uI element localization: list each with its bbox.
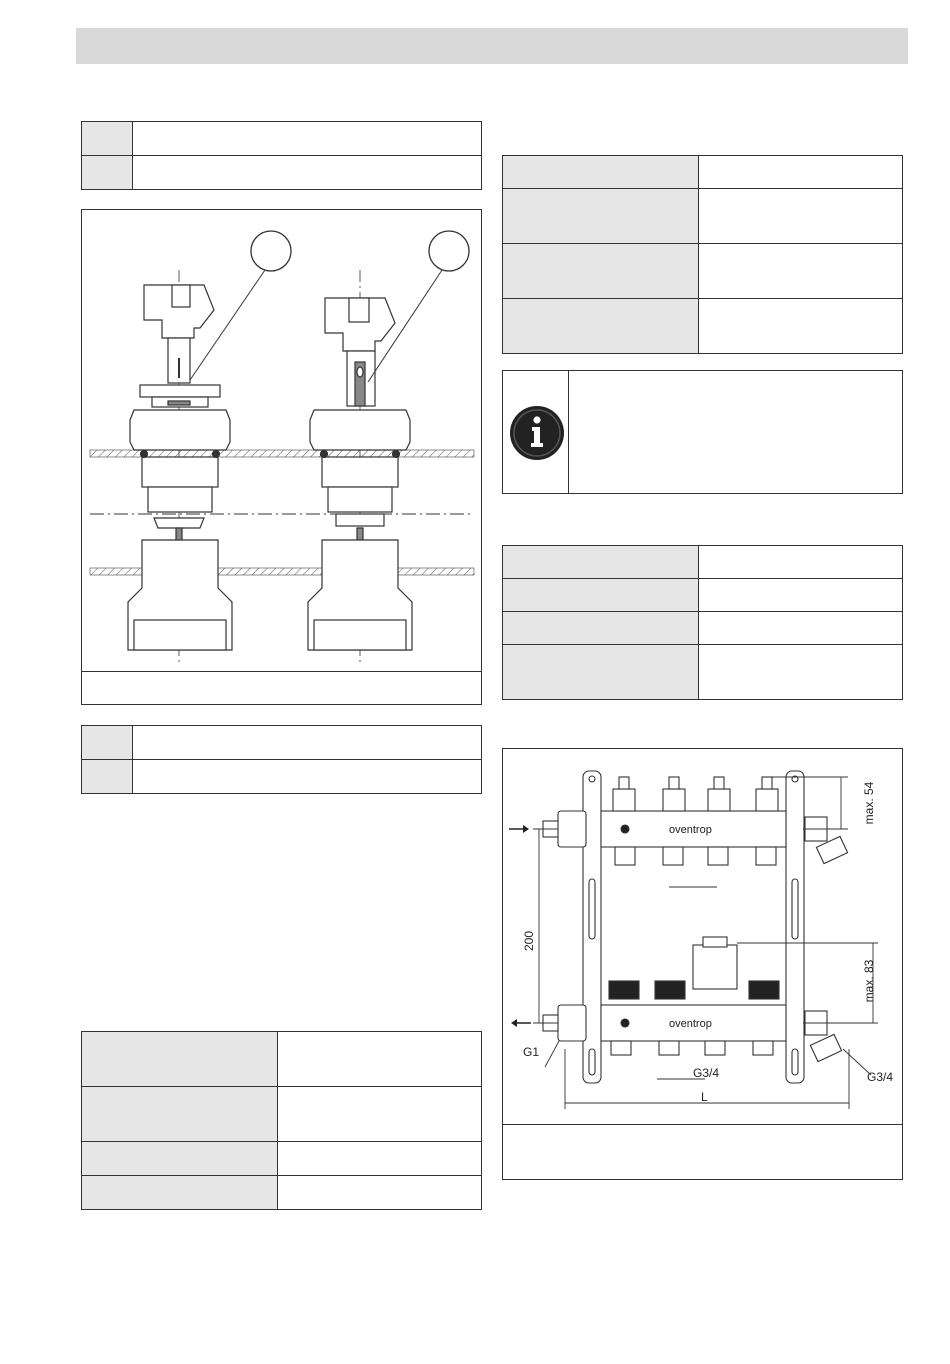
spec-label-cell: [503, 244, 699, 299]
spec-value-cell: [699, 546, 903, 579]
spec-label-cell: [503, 546, 699, 579]
spec-value-cell: [699, 579, 903, 612]
legend-table-bottom: [81, 725, 482, 794]
valve-insert-figure: [81, 209, 482, 705]
info-icon-cell: [503, 371, 569, 493]
spec-value-cell: [278, 1032, 482, 1087]
figure-caption-row: [82, 671, 481, 704]
arrow-right-icon: [509, 825, 529, 833]
spec-value-cell: [278, 1176, 482, 1210]
legend-text-cell: [133, 760, 482, 794]
legend-text-cell: [133, 122, 482, 156]
legend-key-cell: [82, 122, 133, 156]
legend-text-cell: [133, 156, 482, 190]
spec-label-cell: [503, 612, 699, 645]
spec-label-cell: [503, 156, 699, 189]
spec-label-cell: [82, 1142, 278, 1176]
header-bar: [76, 28, 908, 64]
callout-circle: [429, 231, 469, 271]
spec-value-cell: [699, 299, 903, 354]
thermal-actuator: [693, 945, 737, 989]
thread-label-outlet: G3/4: [693, 1066, 720, 1080]
valve-right: [308, 270, 412, 665]
arrow-left-icon: [511, 1019, 531, 1027]
brand-label-bottom: oventrop: [669, 1018, 712, 1030]
thread-label-side: G3/4: [867, 1070, 894, 1084]
figure-caption-row: [503, 1124, 902, 1179]
spec-label-cell: [503, 189, 699, 244]
spec-table-right-top: [502, 155, 903, 354]
legend-key-cell: [82, 760, 133, 794]
info-icon: [503, 371, 569, 493]
spec-value-cell: [699, 645, 903, 700]
spec-value-cell: [699, 156, 903, 189]
spec-label-cell: [503, 299, 699, 354]
valve-insert-drawing: [82, 210, 481, 672]
thread-label-main: G1: [523, 1045, 540, 1059]
spec-label-cell: [503, 579, 699, 612]
legend-table-top: [81, 121, 482, 190]
dimension-max-top: max. 54: [862, 781, 876, 825]
spec-value-cell: [278, 1087, 482, 1142]
dimension-length: L: [701, 1090, 708, 1104]
spec-label-cell: [503, 645, 699, 700]
spec-value-cell: [699, 244, 903, 299]
valve-left: [128, 270, 232, 665]
info-box: [502, 370, 903, 494]
callout-circle: [251, 231, 291, 271]
dimension-spacing: 200: [522, 930, 536, 952]
legend-key-cell: [82, 156, 133, 190]
spec-value-cell: [699, 189, 903, 244]
manifold-figure: [502, 748, 903, 1180]
spec-value-cell: [699, 612, 903, 645]
spec-label-cell: [82, 1176, 278, 1210]
legend-key-cell: [82, 726, 133, 760]
spec-label-cell: [82, 1032, 278, 1087]
legend-text-cell: [133, 726, 482, 760]
manifold-drawing: [503, 749, 902, 1127]
dimension-max-bottom: max. 83: [862, 959, 876, 1003]
brand-label-top: oventrop: [669, 824, 712, 836]
spec-value-cell: [278, 1142, 482, 1176]
spec-table-left: [81, 1031, 482, 1210]
spec-table-right-middle: [502, 545, 903, 700]
spec-label-cell: [82, 1087, 278, 1142]
